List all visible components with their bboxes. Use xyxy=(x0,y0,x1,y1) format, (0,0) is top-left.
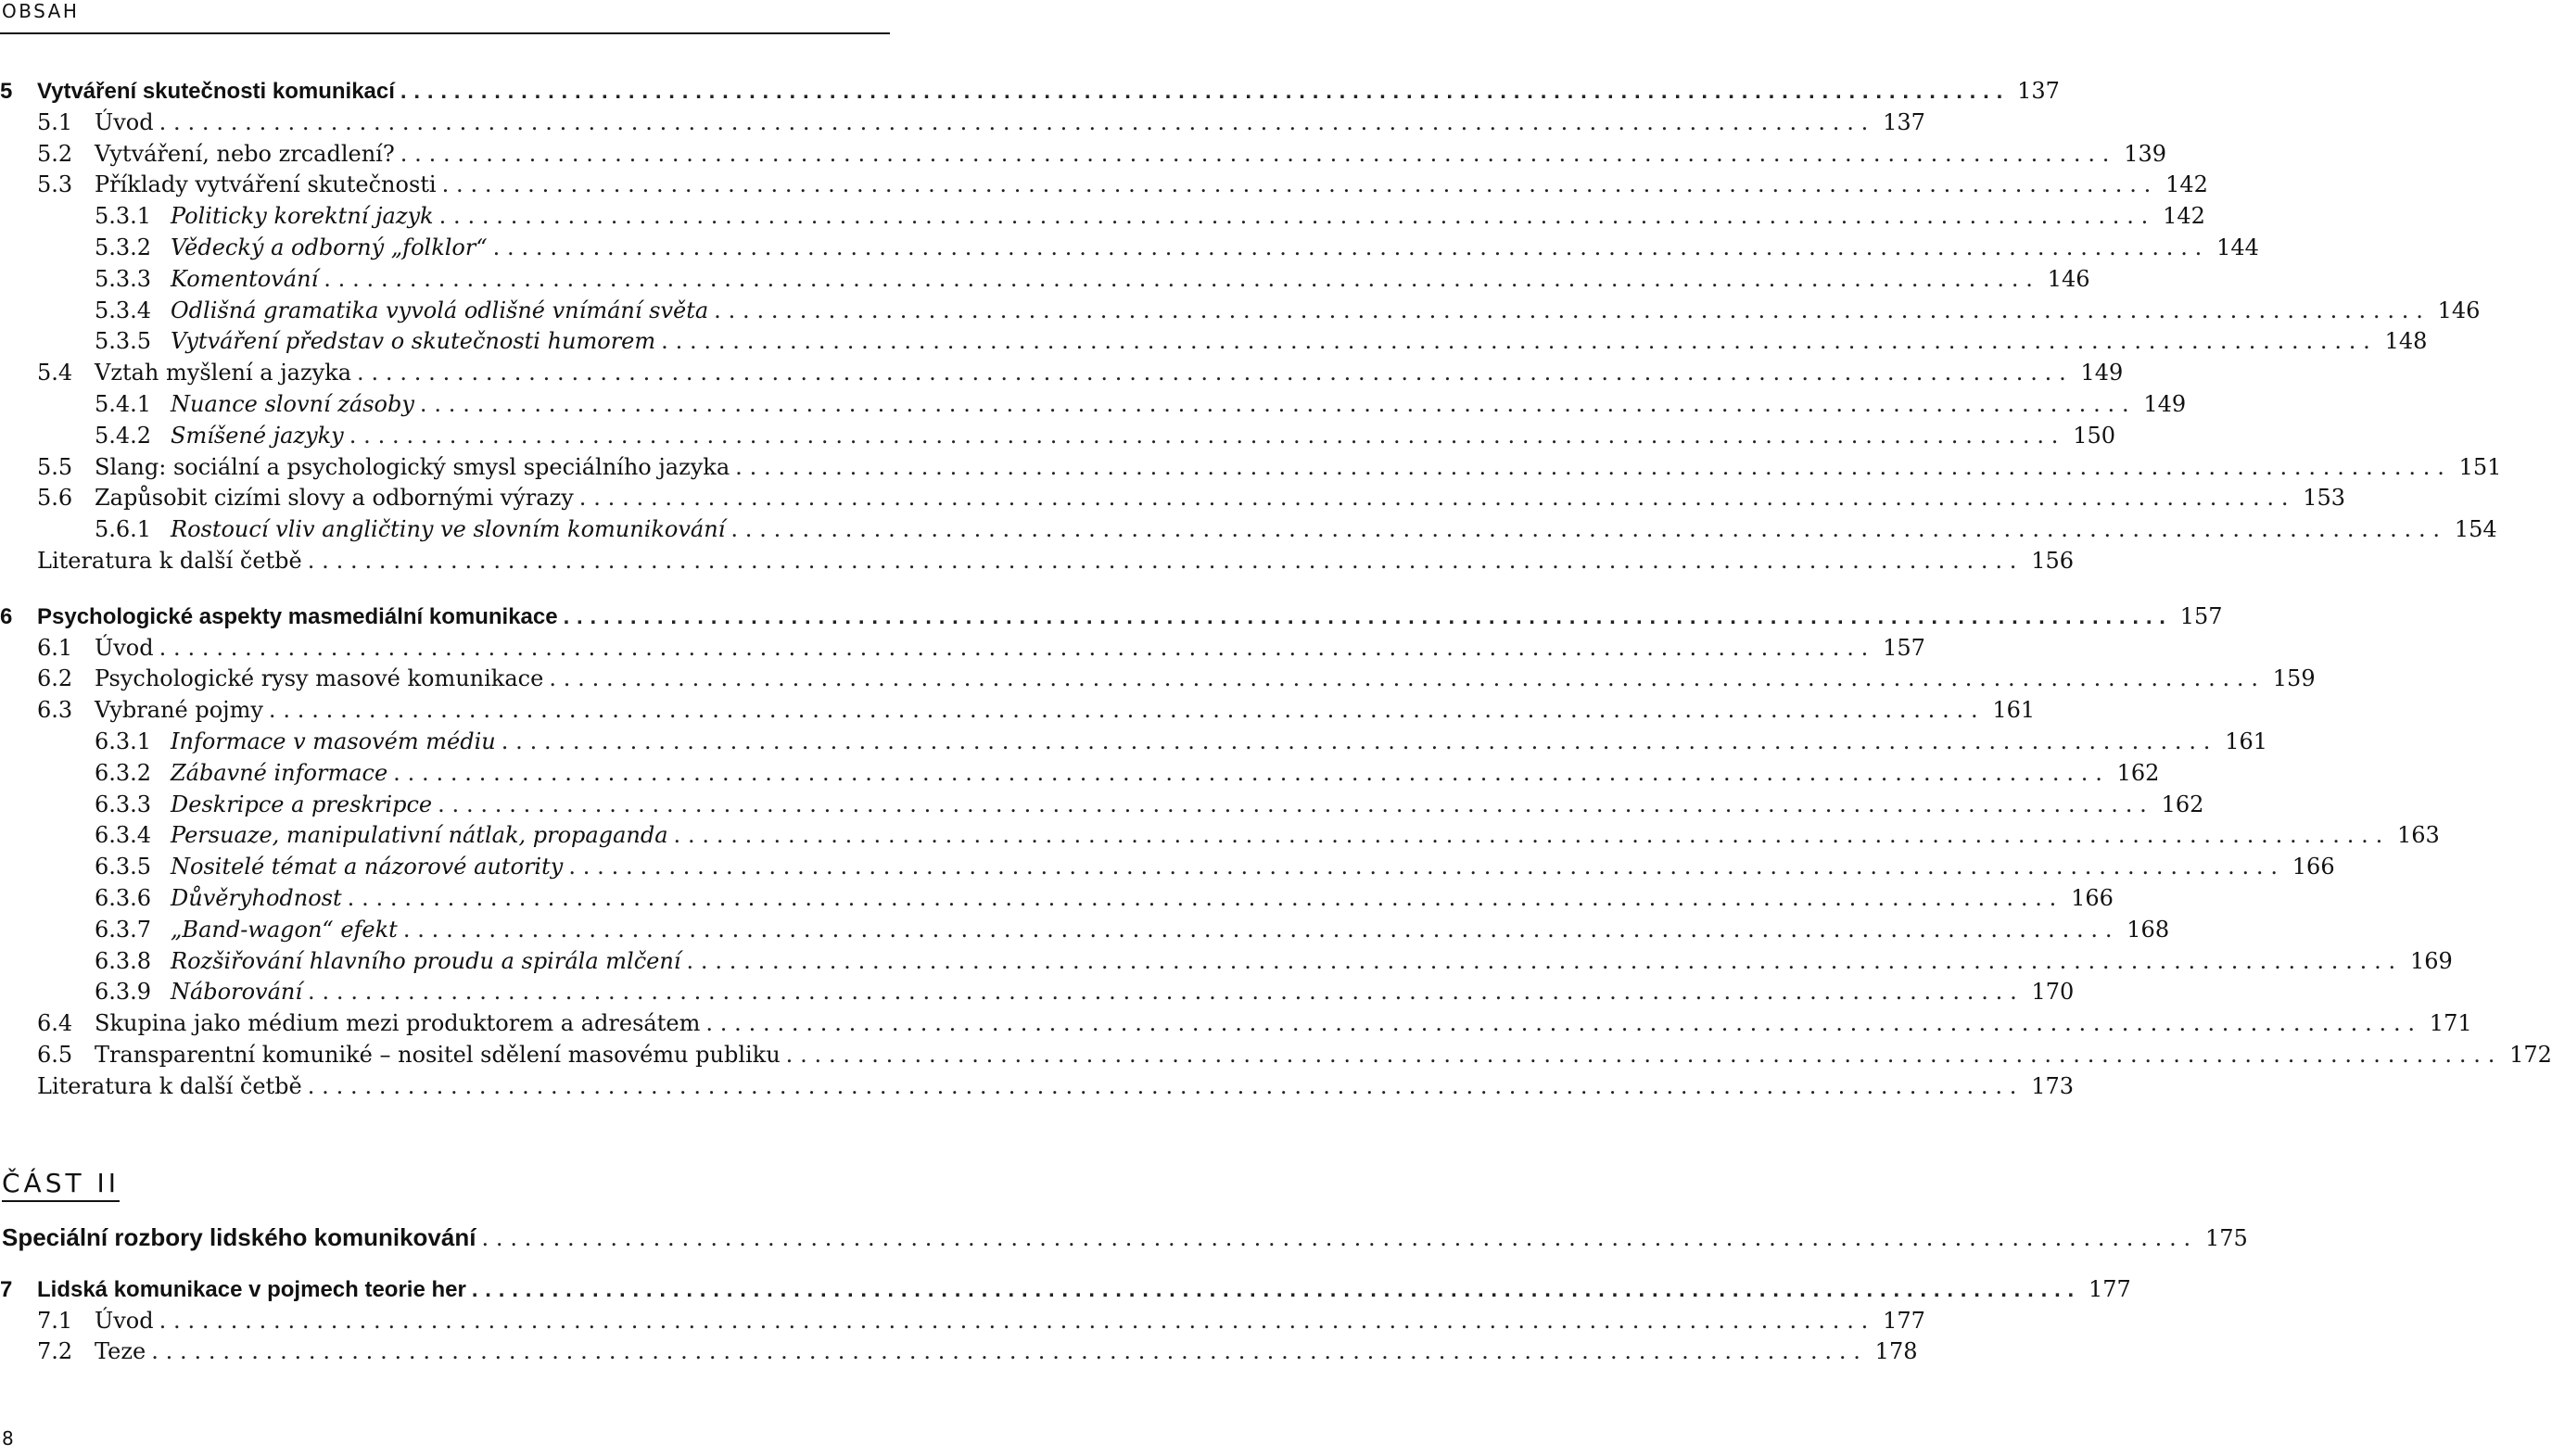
page-number: 154 xyxy=(2454,516,2497,543)
entry-title: Teze xyxy=(95,1336,151,1368)
toc-entry[interactable] xyxy=(0,915,2170,946)
toc-entry[interactable] xyxy=(0,452,2502,484)
entry-title: Skupina jako médium mezi produktorem a adresátem xyxy=(95,1008,705,1040)
toc-entry[interactable] xyxy=(0,1008,2472,1040)
toc-entry[interactable] xyxy=(0,820,2440,852)
entry-title: Odlišná gramatika vyvolá odlišné vnímání světa xyxy=(171,296,714,327)
entry-number: 6.3.4 xyxy=(95,822,152,849)
entry-number: 6.2 xyxy=(37,665,73,692)
chapter-heading[interactable] xyxy=(0,76,2060,108)
toc-entry[interactable] xyxy=(0,633,1925,665)
entry-number: 7.2 xyxy=(37,1338,73,1365)
dot-leader: ........................................................................................................................ xyxy=(357,360,2074,386)
entry-title: Rozšiřování hlavního proudu a spirála mlčení xyxy=(171,946,686,978)
entry-title: Politicky korektní jazyk xyxy=(171,201,439,233)
page-number: 139 xyxy=(2124,140,2166,167)
entry-number: 6.3.9 xyxy=(95,979,152,1006)
page-number: 172 xyxy=(2509,1041,2552,1068)
dot-leader: ........................................................................................................................ xyxy=(159,634,1876,661)
part-section xyxy=(0,1168,2248,1368)
toc-entry[interactable] xyxy=(0,727,2267,758)
toc-entry[interactable] xyxy=(0,1040,2552,1071)
toc-entry[interactable] xyxy=(0,790,2204,821)
chapter-title: Vytváření skutečnosti komunikací xyxy=(37,76,400,108)
toc-entry[interactable] xyxy=(0,201,2205,233)
entry-title: Vytváření představ o skutečnosti humorem xyxy=(171,326,661,358)
entry-title: Úvod xyxy=(95,1306,159,1337)
dot-leader: ........................................................................................................................ xyxy=(438,203,2156,230)
entry-title: Slang: sociální a psychologický smysl speciálního jazyka xyxy=(95,452,735,484)
running-header xyxy=(0,0,890,34)
dot-leader: ........................................................................................................................ xyxy=(714,297,2431,323)
entry-title: Úvod xyxy=(95,633,159,665)
page-number: 149 xyxy=(2080,360,2124,386)
toc-entry[interactable] xyxy=(0,1071,2075,1103)
page-number: 137 xyxy=(1883,108,1925,135)
dot-leader: ........................................................................................................................ xyxy=(568,854,2285,880)
page-number: 163 xyxy=(2397,822,2440,849)
dot-leader: ........................................................................................................................ xyxy=(307,547,2025,574)
toc-entry[interactable] xyxy=(0,946,2453,978)
page-number: 169 xyxy=(2409,947,2453,974)
entry-title: Deskripce a preskripce xyxy=(171,790,438,821)
entry-title: Vytváření, nebo zrcadlení? xyxy=(95,139,400,171)
page-number: 168 xyxy=(2127,916,2170,943)
page-number: 166 xyxy=(2292,854,2335,880)
dot-leader: ........................................................................................................................ xyxy=(673,822,2390,849)
page-number: 150 xyxy=(2073,422,2116,449)
dot-leader: ........................................................................................................................ xyxy=(501,728,2218,754)
entry-number: 5.6.1 xyxy=(95,516,152,543)
dot-leader: ........................................................................................................................ xyxy=(159,1307,1876,1334)
dot-leader: ........................................................................................................................ xyxy=(471,1276,2081,1302)
dot-leader: ........................................................................................................................ xyxy=(563,603,2173,629)
chapter-6-entries xyxy=(0,633,2552,1103)
entry-title: Vědecký a odborný „folklor“ xyxy=(171,233,493,264)
entry-number: 5.3.4 xyxy=(95,297,152,323)
entry-number: 5.5 xyxy=(37,453,73,480)
page-number: 151 xyxy=(2458,453,2502,480)
toc-entry[interactable] xyxy=(0,758,2160,790)
page-number: 146 xyxy=(2437,297,2481,323)
entry-title: Smíšené jazyky xyxy=(171,421,349,452)
entry-title: Literatura k další četbě xyxy=(37,546,308,577)
page-number: 159 xyxy=(2272,665,2316,692)
table-of-contents xyxy=(0,76,2552,1103)
dot-leader: ........................................................................................................................ xyxy=(393,759,2110,786)
entry-number: 6.3.8 xyxy=(95,947,152,974)
dot-leader: ........................................................................................................................ xyxy=(549,665,2266,692)
page-number: 177 xyxy=(2089,1275,2131,1302)
entry-number: 7.1 xyxy=(37,1307,73,1334)
entry-title: Psychologické rysy masové komunikace xyxy=(95,664,549,695)
page-number: 161 xyxy=(1992,697,2036,724)
dot-leader: ........................................................................................................................ xyxy=(438,791,2154,817)
entry-number: 5.6 xyxy=(37,485,73,512)
entry-title: Komentování xyxy=(171,264,324,296)
entry-number: 5.3.1 xyxy=(95,203,152,230)
entry-number: 5.2 xyxy=(37,140,73,167)
toc-entry[interactable] xyxy=(0,883,2114,915)
entry-number: 6.3.7 xyxy=(95,916,152,943)
entry-number: 6.3.1 xyxy=(95,728,152,754)
chapter-7-entries xyxy=(0,1306,1925,1369)
entry-number: 6.3.3 xyxy=(95,791,152,817)
dot-leader: ........................................................................................................................ xyxy=(705,1010,2422,1037)
chapter-title: Psychologické aspekty masmediální komunikace xyxy=(37,601,564,633)
entry-number: 6.3 xyxy=(37,697,73,724)
page-number: 148 xyxy=(2384,328,2428,355)
dot-leader: ........................................................................................................................ xyxy=(151,1338,1868,1365)
page-number: 157 xyxy=(1883,634,1925,661)
dot-leader: ........................................................................................................................ xyxy=(785,1041,2503,1068)
part-label: ČÁST II xyxy=(2,1168,120,1202)
chapter-number: 5 xyxy=(0,79,13,104)
toc-entry[interactable] xyxy=(0,1306,1925,1337)
page-number: 142 xyxy=(2163,203,2205,230)
dot-leader: ........................................................................................................................ xyxy=(402,916,2120,943)
page-number: 153 xyxy=(2303,485,2346,512)
page-number: 171 xyxy=(2429,1010,2472,1037)
page-number: 156 xyxy=(2031,547,2075,574)
dot-leader: ........................................................................................................................ xyxy=(400,140,2117,167)
dot-leader: ........................................................................................................................ xyxy=(307,1072,2025,1099)
dot-leader: ........................................................................................................................ xyxy=(308,979,2025,1006)
dot-leader: ........................................................................................................................ xyxy=(159,108,1876,135)
entry-number: 5.3.2 xyxy=(95,234,152,260)
chapter-number: 7 xyxy=(0,1276,13,1302)
entry-number: 6.3.5 xyxy=(95,854,152,880)
dot-leader: ........................................................................................................................ xyxy=(661,328,2378,355)
entry-number: 5.3 xyxy=(37,171,73,198)
entry-title: Příklady vytváření skutečnosti xyxy=(95,170,442,201)
dot-leader: ........................................................................................................................ xyxy=(347,884,2064,911)
page-number: 170 xyxy=(2031,979,2075,1006)
entry-number: 5.1 xyxy=(37,108,73,135)
header-label: OBSAH xyxy=(2,0,80,22)
dot-leader: ........................................................................................................................ xyxy=(268,697,1986,724)
toc-entry[interactable] xyxy=(0,170,2208,201)
entry-number: 6.3.2 xyxy=(95,759,152,786)
dot-leader: ........................................................................................................................ xyxy=(349,422,2066,449)
entry-title: Náborování xyxy=(171,977,308,1008)
page-number: 175 xyxy=(2204,1225,2248,1251)
toc-entry[interactable] xyxy=(0,852,2335,883)
toc-entry[interactable] xyxy=(0,1336,1918,1368)
toc-entry[interactable] xyxy=(0,695,2036,727)
page-number: 173 xyxy=(2031,1072,2075,1099)
page-number: 157 xyxy=(2179,602,2223,629)
page-number: 146 xyxy=(2047,265,2090,292)
entry-number: 6.1 xyxy=(37,634,73,661)
dot-leader: ........................................................................................................................ xyxy=(419,390,2137,417)
toc-entry[interactable] xyxy=(0,139,2166,171)
page-number: 162 xyxy=(2161,791,2204,817)
entry-number: 5.4 xyxy=(37,360,73,386)
page-number: 137 xyxy=(2017,78,2060,104)
entry-title: Zapůsobit cizími slovy a odbornými výrazy xyxy=(95,483,579,514)
page-number: 149 xyxy=(2143,390,2187,417)
entry-title: Literatura k další četbě xyxy=(37,1071,308,1103)
chapter-number: 6 xyxy=(0,603,13,629)
toc-entry[interactable] xyxy=(0,514,2497,546)
entry-number: 6.4 xyxy=(37,1010,73,1037)
dot-leader: ........................................................................................................................ xyxy=(578,485,2296,512)
page-number: 142 xyxy=(2165,171,2208,198)
toc-entry[interactable] xyxy=(0,977,2075,1008)
toc-entry[interactable] xyxy=(0,389,2187,421)
page-number: 144 xyxy=(2216,234,2259,260)
entry-title: Vybrané pojmy xyxy=(95,695,269,727)
toc-entry[interactable] xyxy=(0,296,2481,327)
toc-entry[interactable] xyxy=(0,664,2316,695)
entry-number: 5.4.1 xyxy=(95,390,152,417)
entry-number: 5.4.2 xyxy=(95,422,152,449)
toc-entry[interactable] xyxy=(0,264,2090,296)
page-number: 177 xyxy=(1883,1307,1925,1334)
entry-number: 5.3.3 xyxy=(95,265,152,292)
dot-leader: ........................................................................................................................ xyxy=(481,1225,2198,1251)
toc-entry[interactable] xyxy=(0,421,2116,452)
entry-title: Transparentní komuniké – nositel sdělení masovému publiku xyxy=(95,1040,786,1071)
entry-title: Nositelé témat a názorové autority xyxy=(171,852,568,883)
dot-leader: ........................................................................................................................ xyxy=(730,516,2447,543)
part-title-row[interactable] xyxy=(0,1222,2248,1254)
page-number: 178 xyxy=(1874,1338,1918,1365)
page-number: 161 xyxy=(2225,728,2267,754)
toc-entry[interactable] xyxy=(0,483,2346,514)
page-number: 162 xyxy=(2116,759,2160,786)
chapter-heading[interactable] xyxy=(0,1274,2131,1306)
page-number: 166 xyxy=(2071,884,2114,911)
entry-number: 6.5 xyxy=(37,1041,73,1068)
entry-title: Vztah myšlení a jazyka xyxy=(95,358,357,389)
toc-entry[interactable] xyxy=(0,326,2428,358)
dot-leader: ........................................................................................................................ xyxy=(686,947,2403,974)
entry-title: Nuance slovní zásoby xyxy=(171,389,420,421)
entry-number: 5.3.5 xyxy=(95,328,152,355)
dot-leader: ........................................................................................................................ xyxy=(735,453,2452,480)
chapter-heading[interactable] xyxy=(0,601,2223,633)
toc-entry[interactable] xyxy=(0,546,2075,577)
toc-entry[interactable] xyxy=(0,358,2124,389)
toc-entry[interactable] xyxy=(0,108,1925,139)
entry-number: 6.3.6 xyxy=(95,884,152,911)
page-footer-number: 8 xyxy=(2,1427,14,1450)
entry-title: „Band-wagon“ efekt xyxy=(171,915,403,946)
entry-title: Rostoucí vliv angličtiny ve slovním komunikování xyxy=(171,514,730,546)
part-title: Speciální rozbory lidského komunikování xyxy=(2,1222,481,1254)
chapter-5-entries xyxy=(0,108,2502,577)
toc-entry[interactable] xyxy=(0,233,2259,264)
entry-title: Informace v masovém médiu xyxy=(171,727,502,758)
entry-title: Důvěryhodnost xyxy=(171,883,348,915)
entry-title: Úvod xyxy=(95,108,159,139)
entry-title: Persuaze, manipulativní nátlak, propaganda xyxy=(171,820,674,852)
chapter-title: Lidská komunikace v pojmech teorie her xyxy=(37,1274,472,1306)
dot-leader: ........................................................................................................................ xyxy=(324,265,2040,292)
dot-leader: ........................................................................................................................ xyxy=(492,234,2210,260)
dot-leader: ........................................................................................................................ xyxy=(400,79,2011,104)
dot-leader: ........................................................................................................................ xyxy=(441,171,2159,198)
entry-title: Zábavné informace xyxy=(171,758,393,790)
